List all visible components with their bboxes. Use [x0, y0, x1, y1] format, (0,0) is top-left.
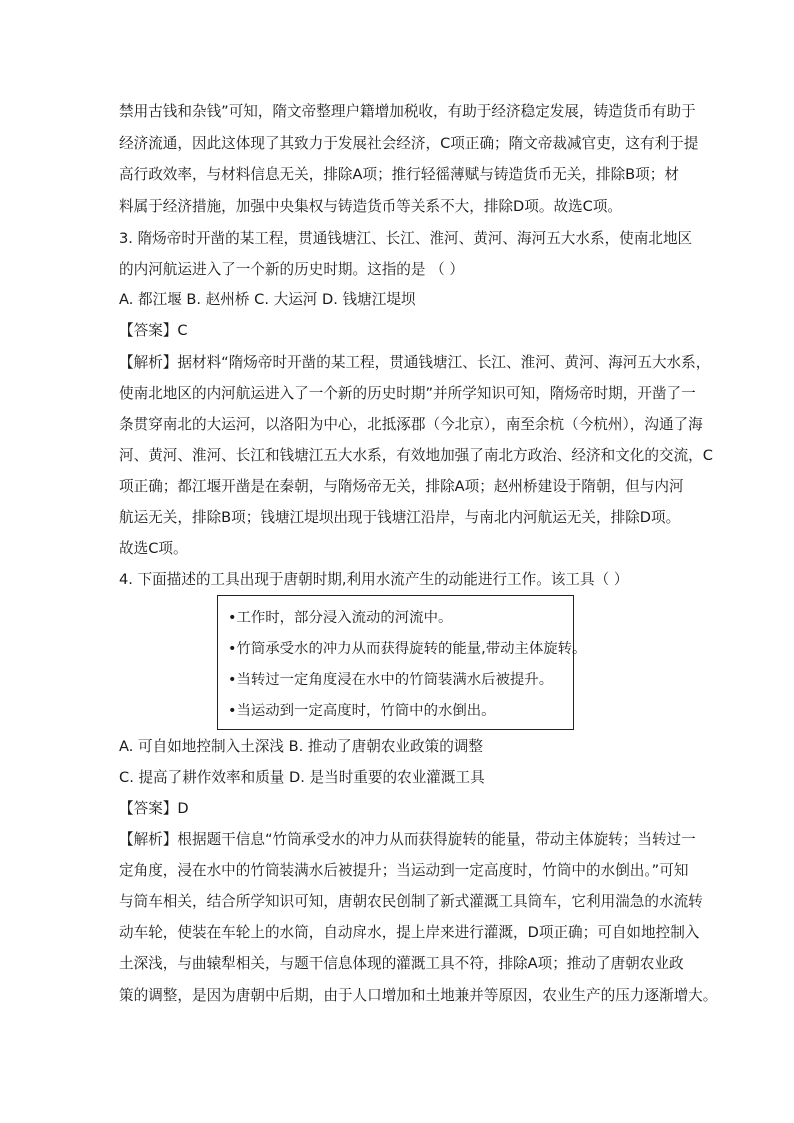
text-line: 禁用古钱和杂钱”可知，隋文帝整理户籍增加税收，有助于经济稳定发展，铸造货币有助于 — [119, 103, 696, 120]
analysis-line: 动车轮，使装在车轮上的水筒，自动戽水，提上岸来进行灌溉，D项正确；可自如地控制入 — [119, 924, 700, 941]
material-item: •当运动到一定高度时，竹筒中的水倒出。 — [228, 703, 496, 719]
analysis-line: 【解析】根据题干信息“竹筒承受水的冲力从而获得旋转的能量，带动主体旋转；当转过一 — [119, 831, 696, 848]
question-4-stem: 4. 下面描述的工具出现于唐朝时期,利用水流产生的动能进行工作。该工具（ ） — [119, 571, 629, 588]
analysis-line: 航运无关，排除B项；钱塘江堤坝出现于钱塘江沿岸，与南北内河航运无关，排除D项。 — [119, 509, 681, 526]
analysis-line: 条贯穿南北的大运河，以洛阳为中心，北抵涿郡（今北京），南至余杭（今杭州），沟通了海 — [119, 416, 703, 433]
analysis-line: 定角度，浸在水中的竹筒装满水后被提升；当运动到一定高度时，竹筒中的水倒出。”可知 — [119, 862, 689, 879]
question-4-options: A. 可自如地控制入土深浅 B. 推动了唐朝农业政策的调整 — [119, 738, 483, 755]
material-item: •工作时，部分浸入流动的河流中。 — [228, 610, 453, 626]
material-box — [217, 595, 587, 730]
material-item: •竹筒承受水的冲力从而获得旋转的能量,带动主体旋转。 — [228, 641, 587, 657]
answer-label: 【答案】C — [119, 322, 188, 339]
text-line: 料属于经济措施，加强中央集权与铸造货币等关系不大，排除D项。故选C项。 — [119, 198, 623, 215]
answer-label: 【答案】D — [119, 800, 189, 817]
analysis-line: 土深浅，与曲辕犁相关，与题干信息体现的灌溉工具不符，排除A项；推动了唐朝农业政 — [119, 955, 684, 972]
analysis-line: 【解析】据材料“隋炀帝时开凿的某工程，贯通钱塘江、长江、淮河、黄河、海河五大水系， — [119, 354, 711, 371]
text-line: 经济流通，因此这体现了其致力于发展社会经济，C项正确；隋文帝裁减官吏，这有利于提 — [119, 135, 699, 152]
analysis-line: 故选C项。 — [119, 540, 188, 557]
question-3-stem: 的内河航运进入了一个新的历史时期。这指的是 （ ） — [119, 261, 464, 278]
question-4-options: C. 提高了耕作效率和质量 D. 是当时重要的农业灌溉工具 — [119, 769, 485, 786]
text-line: 高行政效率，与材料信息无关，排除A项；推行轻徭薄赋与铸造货币无关，排除B项；材 — [119, 166, 679, 183]
analysis-line: 河、黄河、淮河、长江和钱塘江五大水系，有效地加强了南北方政治、经济和文化的交流，C — [119, 447, 713, 464]
question-3-stem: 3. 隋炀帝时开凿的某工程，贯通钱塘江、长江、淮河、黄河、海河五大水系，使南北地区 — [119, 230, 693, 247]
analysis-line: 使南北地区的内河航运进入了一个新的历史时期”并所学知识可知，隋炀帝时期，开凿了一 — [119, 385, 696, 402]
material-item: •当转过一定角度浸在水中的竹筒装满水后被提升。 — [228, 672, 554, 688]
analysis-line: 项正确；都江堰开凿是在秦朝，与隋炀帝无关，排除A项；赵州桥建设于隋朝，但与内河 — [119, 478, 684, 495]
analysis-line: 与筒车相关，结合所学知识可知，唐朝农民创制了新式灌溉工具筒车，它利用湍急的水流转 — [119, 893, 703, 910]
analysis-line: 策的调整，是因为唐朝中后期，由于人口增加和土地兼并等原因，农业生产的压力逐渐增大。 — [119, 987, 718, 1004]
question-3-options: A. 都江堰 B. 赵州桥 C. 大运河 D. 钱塘江堤坝 — [119, 291, 416, 308]
